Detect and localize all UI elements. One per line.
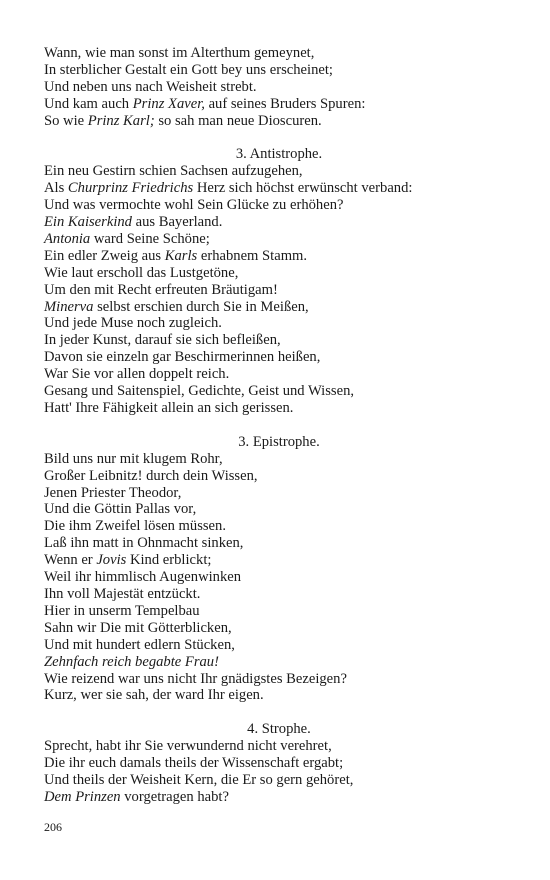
text: Wenn er (44, 552, 97, 569)
text: Wann, wie man sonst im Alterthum gemeynet, (44, 45, 315, 61)
verse-line (44, 518, 514, 535)
verse-line (44, 248, 514, 265)
text: Wie reizend war uns nicht Ihr gnädigstes Bezeigen? (44, 670, 347, 687)
text: ward Seine Schöne; (90, 230, 210, 247)
text: Und die Göttin Pallas vor, (44, 501, 197, 518)
text: so sah man neue Dioscuren. (154, 112, 322, 129)
text: Laß ihn matt in Ohnmacht sinken, (44, 535, 244, 552)
italic-text: Prinz Xaver, (132, 95, 205, 112)
text: Großer Leibnitz! durch dein Wissen, (44, 467, 258, 484)
text: Kind erblickt; (126, 552, 212, 569)
text: Und was vermochte wohl Sein Glücke zu erhöhen? (44, 197, 344, 214)
verse-line (44, 332, 514, 349)
text: aus Bayerland. (131, 214, 223, 231)
section-heading: 3. Epistrophe. (238, 433, 320, 450)
verse-line (44, 501, 514, 518)
page-text (44, 45, 514, 806)
verse-line (44, 789, 514, 806)
text: Davon sie einzeln gar Beschirmerinnen heißen, (44, 349, 321, 366)
text: vorgetragen habt? (120, 788, 229, 805)
verse-line (44, 772, 514, 789)
verse-line (44, 180, 514, 197)
text: Ein edler Zweig aus (44, 247, 165, 264)
verse-line (44, 79, 514, 96)
section-heading: 4. Strophe. (247, 721, 311, 738)
italic-text: Minerva (44, 298, 94, 315)
verse-line (44, 687, 514, 704)
text: Wie laut erscholl das Lustgetöne, (44, 264, 239, 281)
text: Und kam auch (44, 95, 133, 112)
text: selbst erschien durch Sie in Meißen, (93, 298, 309, 315)
text: Und neben uns nach Weisheit strebt. (44, 78, 257, 95)
verse-line (44, 299, 514, 316)
verse-line (44, 485, 514, 502)
text: Die ihm Zweifel lösen müssen. (44, 518, 226, 535)
verse-line (44, 62, 514, 79)
text: Ein neu Gestirn schien Sachsen aufzugehen, (44, 163, 303, 180)
verse-line (44, 214, 514, 231)
text: War Sie vor allen doppelt reich. (44, 366, 230, 383)
section-heading: 3. Antistrophe. (235, 146, 323, 163)
text: Gesang und Saitenspiel, Gedichte, Geist und Wissen, (44, 383, 355, 400)
verse-line (44, 383, 514, 400)
page-number: 206 (44, 820, 62, 834)
text: Die ihr euch damals theils der Wissenschaft ergabt; (44, 755, 344, 772)
poem-stanza (44, 45, 514, 130)
verse-line (44, 366, 514, 383)
verse-line (44, 620, 514, 637)
text: Hatt' Ihre Fähigkeit allein an sich gerissen. (44, 400, 294, 417)
text: In sterblicher Gestalt ein Gott bey uns erscheinet; (44, 61, 333, 78)
text: Herz sich höchst erwünscht verband: (193, 180, 413, 197)
italic-text: Ein Kaiserkind (44, 214, 132, 231)
text: Als (44, 180, 68, 197)
verse-line (44, 265, 514, 282)
verse-line (44, 603, 514, 620)
text: Und jede Muse noch zugleich. (44, 315, 222, 332)
verse-line (44, 163, 514, 180)
text: So wie (44, 112, 88, 129)
verse-line (44, 231, 514, 248)
italic-text: Antonia (44, 230, 91, 247)
verse-line (44, 400, 514, 417)
verse-line (44, 451, 514, 468)
verse-line (44, 349, 514, 366)
poem-section (44, 434, 514, 705)
verse-line (44, 654, 514, 671)
text: Ihn voll Majestät entzückt. (44, 585, 201, 602)
verse-line (44, 535, 514, 552)
italic-text: Karls (164, 247, 198, 264)
verse-line (44, 738, 514, 755)
italic-text: Jovis (96, 552, 127, 569)
verse-line (44, 569, 514, 586)
text: erhabnem Stamm. (197, 247, 308, 264)
italic-text: Zehnfach reich begabte Frau! (44, 653, 219, 670)
verse-line (44, 671, 514, 688)
verse-line (44, 315, 514, 332)
text: Und theils der Weisheit Kern, die Er so gern gehöret, (44, 771, 354, 788)
text: In jeder Kunst, darauf sie sich befleißen, (44, 332, 281, 349)
text: Bild uns nur mit klugem Rohr, (44, 450, 223, 467)
verse-line (44, 96, 514, 113)
verse-line (44, 552, 514, 569)
verse-line (44, 637, 514, 654)
poem-section (44, 721, 514, 806)
text: Hier in unserm Tempelbau (44, 602, 200, 619)
verse-line (44, 755, 514, 772)
verse-line (44, 197, 514, 214)
verse-line (44, 113, 514, 130)
text: Und mit hundert edlern Stücken, (44, 636, 235, 653)
text: Jenen Priester Theodor, (44, 484, 182, 501)
text: Sahn wir Die mit Götterblicken, (44, 619, 232, 636)
poem-section (44, 146, 514, 417)
text: Sprecht, habt ihr Sie verwundernd nicht verehret, (44, 738, 332, 755)
italic-text: Dem Prinzen (44, 788, 121, 805)
text: Um den mit Recht erfreuten Bräutigam! (44, 281, 278, 298)
verse-line (44, 282, 514, 299)
italic-text: Prinz Karl; (87, 112, 155, 129)
text: Kurz, wer sie sah, der ward Ihr eigen. (44, 687, 264, 704)
verse-line (44, 45, 514, 62)
verse-line (44, 586, 514, 603)
italic-text: Churprinz Friedrichs (67, 180, 194, 197)
verse-line (44, 468, 514, 485)
text: Weil ihr himmlisch Augenwinken (44, 569, 242, 586)
text: auf seines Bruders Spuren: (204, 95, 366, 112)
